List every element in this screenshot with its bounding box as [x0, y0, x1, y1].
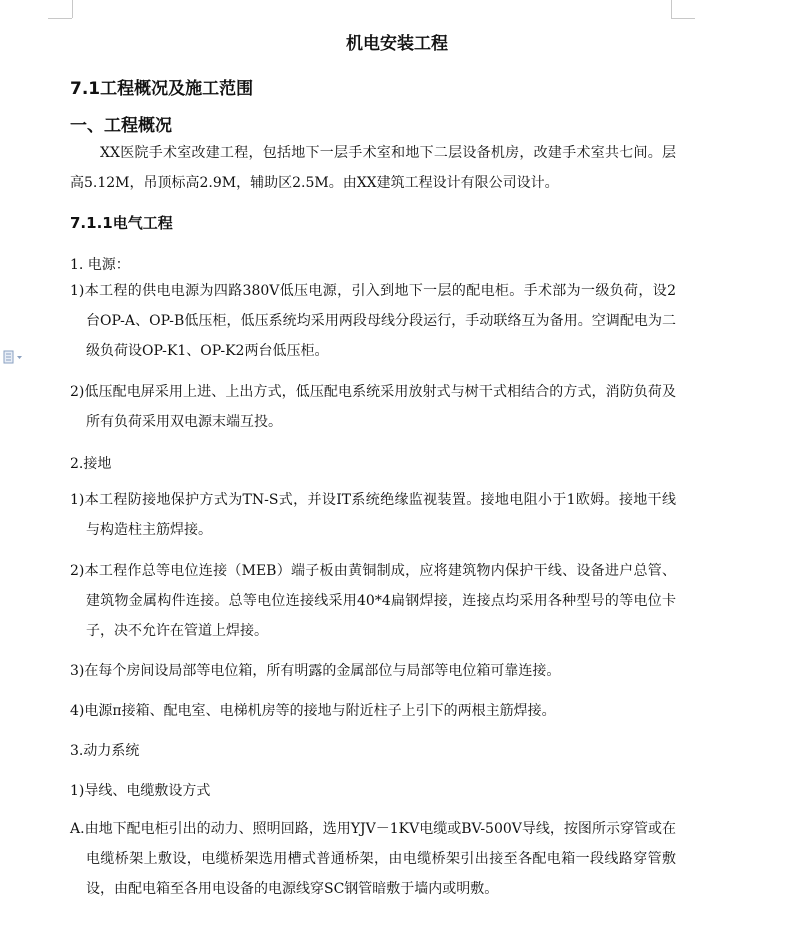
- crop-mark-top-left: [72, 0, 73, 18]
- subsection-heading: 一、工程概况: [70, 116, 172, 136]
- power-heading: 1. 电源：: [70, 257, 130, 273]
- crop-mark-top-left-h: [48, 18, 72, 19]
- crop-mark-top-right: [671, 0, 672, 18]
- power-item-1: 1)本工程的供电电源为四路380V低压电源，引入到地下一层的配电柜。手术部为一级负荷，设2台OP-A、OP-B低压柜，低压系统均采用两段母线分段运行，手动联络互为备用。空调配电为二级负荷设OP-K1、OP-K2两台低压柜。: [70, 283, 676, 359]
- section-heading: 7.1工程概况及施工范围: [70, 79, 254, 99]
- grounding-item-2: 2)本工程作总等电位连接（MEB）端子板由黄铜制成，应将建筑物内保护干线、设备进户总管、建筑物金属构件连接。总等电位连接线采用40*4扁钢焊接，连接点均采用各种型号的等电位卡子，决不允许在管道上焊接。: [70, 563, 676, 639]
- document-title: 机电安装工程: [346, 34, 448, 54]
- crop-mark-top-right-h: [671, 18, 695, 19]
- document-options-icon[interactable]: [3, 349, 25, 363]
- grounding-heading: 2.接地: [70, 456, 112, 472]
- power-item-2: 2)低压配电屏采用上进、上出方式，低压配电系统采用放射式与树干式相结合的方式，消防负荷及所有负荷采用双电源末端互投。: [70, 384, 676, 430]
- grounding-item-3: 3)在每个房间设局部等电位箱，所有明露的金属部位与局部等电位箱可靠连接。: [70, 663, 561, 679]
- wiring-heading: 1)导线、电缆敷设方式: [70, 783, 211, 799]
- power-system-heading: 3.动力系统: [70, 743, 140, 759]
- overview-paragraph: XX医院手术室改建工程，包括地下一层手术室和地下二层设备机房，改建手术室共七间。层高5.12M，吊顶标高2.9M，辅助区2.5M。由XX建筑工程设计有限公司设计。: [70, 145, 676, 191]
- grounding-item-1: 1)本工程防接地保护方式为TN-S式，并设IT系统绝缘监视装置。接地电阻小于1欧姆。接地干线与构造柱主筋焊接。: [70, 492, 676, 538]
- wiring-item-a: A.由地下配电柜引出的动力、照明回路，选用YJV－1KV电缆或BV-500V导线，按图所示穿管或在电缆桥架上敷设，电缆桥架选用槽式普通桥架，由电缆桥架引出接至各配电箱一段线路穿管敷设，由配电箱至各用电设备的电源线穿SC钢管暗敷于墙内或明敷。: [70, 821, 676, 897]
- grounding-item-4: 4)电源π接箱、配电室、电梯机房等的接地与附近柱子上引下的两根主筋焊接。: [70, 703, 556, 719]
- electrical-heading: 7.1.1电气工程: [70, 214, 173, 232]
